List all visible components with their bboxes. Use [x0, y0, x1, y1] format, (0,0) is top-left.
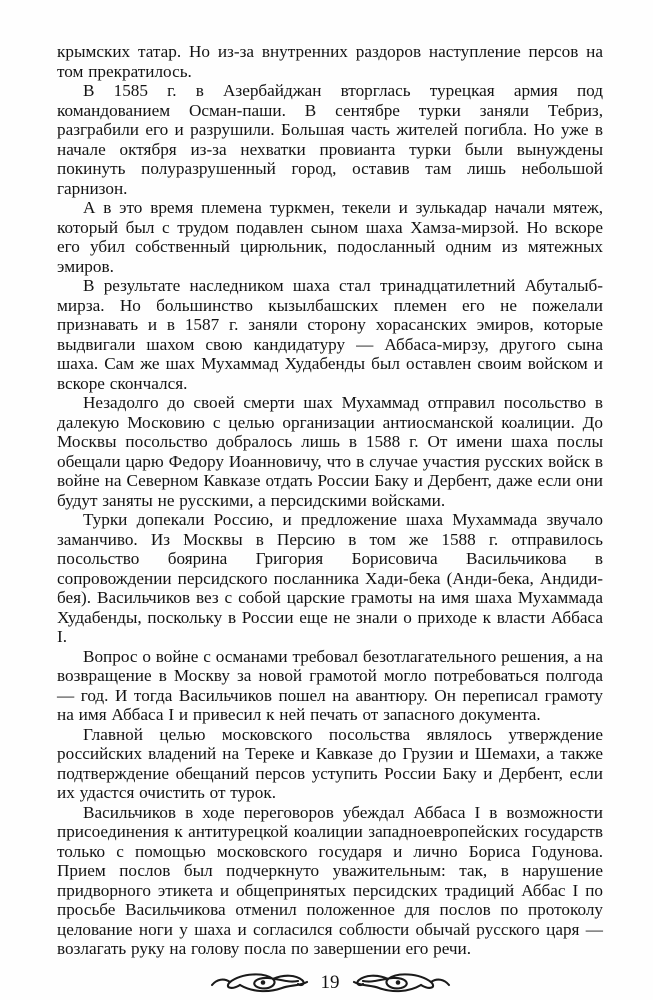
paragraph: Васильчиков в ходе переговоров убеждал Аббаса I в возможности присоединения к антитурецкой коалиции западноевропейских государств только с помощью московского государя и лично Бориса Годунова. Прием послов был подчеркнуто уважительным: так, в нарушение придворного этикета и общепринятых персидских традиций Аббас I по просьбе Васильчикова отменил положенное для послов по протоколу целование ноги у шаха и согласился соблюсти обычай русского царя — возлагать руку на голову посла по завершении его речи.: [57, 802, 603, 958]
page-number: 19: [320, 972, 340, 993]
page-footer: [57, 970, 603, 996]
paragraph: Турки допекали Россию, и предложение шаха Мухаммада звучало заманчиво. Из Москвы в Персию в том же 1588 г. отправилось посольство боярина Григория Борисовича Васильчикова в сопровождении персидского посланника Хади-бека (Анди-бека, Андиди-бея). Васильчиков вез с собой царские грамоты на имя шаха Мухаммада Худабенды, поскольку в России еще не знали о приходе к власти Аббаса I.: [57, 510, 603, 646]
flourish-ornament-icon: [210, 970, 310, 996]
flourish-ornament-icon: [351, 970, 451, 996]
paragraph: крымских татар. Но из-за внутренних раздоров наступление персов на том прекратилось.: [57, 42, 603, 81]
paragraph: Вопрос о войне с османами требовал безотлагательного решения, а на возвращение в Москву за новой грамотой могло потребоваться полгода — год. И тогда Васильчиков пошел на авантюру. Он переписал грамоту на имя Аббаса I и привесил к ней печать от запасного документа.: [57, 646, 603, 724]
paragraph: Незадолго до своей смерти шах Мухаммад отправил посольство в далекую Московию с целью организации антиосманской коалиции. До Москвы посольство добралось лишь в 1588 г. От имени шаха послы обещали царю Федору Иоанновичу, что в случае участия русских войск в войне на Северном Кавказе отдать России Баку и Дербент, даже если они будут заняты не русскими, а персидскими войсками.: [57, 393, 603, 510]
paragraph: А в это время племена туркмен, текели и зулькадар начали мятеж, который был с трудом подавлен сыном шаха Хамза-мирзой. Но вскоре его убил собственный цирюльник, подосланный одним из мятежных эмиров.: [57, 198, 603, 276]
text-column: [57, 42, 603, 959]
paragraph: Главной целью московского посольства являлось утверждение российских владений на Тереке и Кавказе до Грузии и Шемахи, а также подтверждение обещаний персов уступить России Баку и Дербент, если их удастся очистить от турок.: [57, 724, 603, 802]
paragraph: В результате наследником шаха стал тринадцатилетний Абуталыб-мирза. Но большинство кызылбашских племен его не пожелали признавать и в 1587 г. заняли сторону хорасанских эмиров, которые выдвигали шахом свою кандидатуру — Аббаса-мирзу, другого сына шаха. Сам же шах Мухаммад Худабенды был оставлен своим войском и вскоре скончался.: [57, 276, 603, 393]
paragraph: В 1585 г. в Азербайджан вторглась турецкая армия под командованием Осман-паши. В сентябре турки заняли Тебриз, разграбили его и разрушили. Большая часть жителей погибла. Но уже в начале октября из-за нехватки провианта турки были вынуждены покинуть полуразрушенный город, оставив там лишь небольшой гарнизон.: [57, 81, 603, 198]
